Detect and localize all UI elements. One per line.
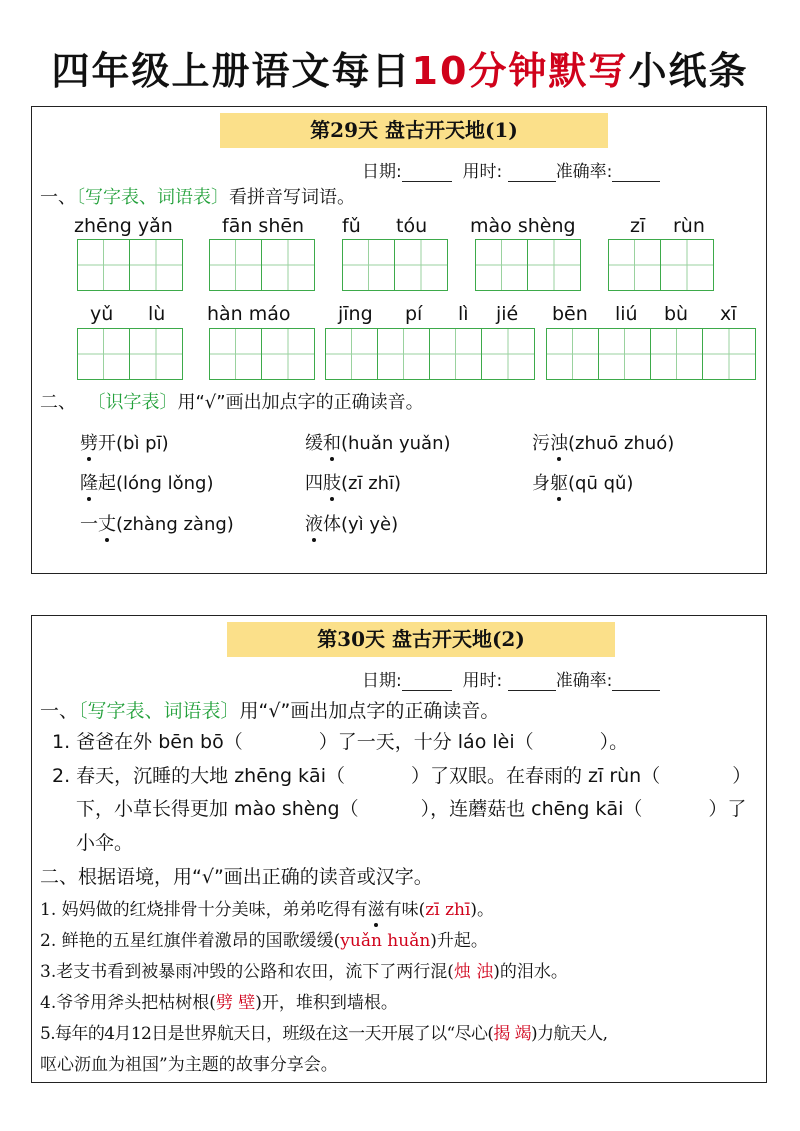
pronunciation-item[interactable]: 四肢(zī zhī) [305, 473, 402, 494]
pinyin-label: jié [496, 303, 519, 325]
writing-grid[interactable] [209, 328, 315, 380]
section-instruction: 用“√”画出加点字的正确读音。 [239, 700, 500, 722]
pinyin-label: rùn [673, 215, 705, 237]
section-1-heading [40, 696, 499, 723]
pinyin-label: lù [148, 303, 166, 325]
section-1-heading [40, 183, 355, 209]
time-blank[interactable] [508, 672, 556, 691]
section-2-heading [40, 388, 424, 414]
pronunciation-item[interactable]: 身躯(qū qǔ) [532, 473, 634, 494]
card-banner: 第29天 盘古开天地(1) [220, 113, 608, 148]
section-number: 一、 [40, 187, 76, 208]
answer-options[interactable]: 劈 壁 [215, 993, 256, 1013]
meta-row [362, 666, 660, 691]
pinyin-label: zhēng yǎn [74, 215, 173, 237]
section-number: 二、 [40, 392, 76, 413]
writing-grid[interactable] [209, 239, 315, 291]
section-tag: 〔写字表、词语表〕 [76, 187, 229, 208]
question-2-line-2: 下，小草长得更加 mào shèng（ ），连蘑菇也 chēng kāi（ ）了 [76, 798, 747, 820]
writing-grid[interactable] [77, 328, 183, 380]
card-banner: 第30天 盘古开天地(2) [227, 622, 615, 657]
writing-grid[interactable] [77, 239, 183, 291]
page-title [0, 40, 800, 95]
accuracy-label: 准确率: [555, 162, 613, 182]
section-tag: 〔识字表〕 [87, 392, 178, 413]
writing-grid[interactable] [546, 328, 756, 380]
date-blank[interactable] [402, 163, 452, 182]
pinyin-label: bēn [552, 303, 588, 325]
date-blank[interactable] [402, 672, 452, 691]
sentence-2: 2. 鲜艳的五星红旗伴着激昂的国歌缓缓(yuǎn huǎn)升起。 [40, 931, 488, 951]
sentence-3: 3.老支书看到被暴雨冲毁的公路和农田，流下了两行混(烛 浊)的泪水。 [40, 962, 568, 982]
pinyin-label: hàn máo [207, 303, 291, 325]
sentence-5-cont: 呕心沥血为祖国”为主题的故事分享会。 [40, 1055, 338, 1075]
question-2-line-1: 2. 春天，沉睡的大地 zhēng kāi（ ）了双眼。在春雨的 zī rùn（ ） [52, 765, 752, 787]
writing-grid[interactable] [475, 239, 581, 291]
writing-grid[interactable] [342, 239, 448, 291]
writing-grid[interactable] [608, 239, 714, 291]
time-blank[interactable] [508, 163, 556, 182]
pinyin-label: yǔ [90, 303, 114, 325]
section-2-heading: 二、根据语境，用“√”画出正确的读音或汉字。 [40, 866, 433, 888]
time-label: 用时: [462, 671, 503, 691]
pinyin-label: liú [615, 303, 638, 325]
time-label: 用时: [462, 162, 503, 182]
worksheet-card-day29 [31, 106, 767, 574]
title-part-3: 小纸条 [628, 49, 749, 93]
pinyin-label: fǔ [342, 215, 361, 237]
title-part-2: 10分钟默写 [411, 49, 629, 93]
pinyin-label: jīng [338, 303, 373, 325]
section-instruction: 用“√”画出加点字的正确读音。 [177, 392, 424, 413]
sentence-1: 1. 妈妈做的红烧排骨十分美味，弟弟吃得有滋有味(zī zhī)。 [40, 900, 495, 920]
meta-row [362, 157, 660, 182]
pronunciation-item[interactable]: 一丈(zhàng zàng) [80, 514, 234, 535]
sentence-5: 5.每年的4月12日是世界航天日，班级在这一天开展了以“尽心(揭 竭)力航天人, [40, 1024, 608, 1044]
answer-options[interactable]: 揭 竭 [493, 1024, 531, 1044]
pronunciation-item[interactable]: 隆起(lóng lǒng) [80, 473, 214, 494]
pinyin-label: zī [630, 215, 646, 237]
question-1: 1. 爸爸在外 bēn bō（ ）了一天，十分 láo lèi（ ）。 [52, 731, 629, 753]
question-2-line-3: 小伞。 [76, 832, 134, 854]
date-label: 日期: [362, 671, 402, 691]
pinyin-label: fān shēn [222, 215, 305, 237]
section-tag: 〔写字表、词语表〕 [78, 700, 240, 722]
pronunciation-item[interactable]: 液体(yì yè) [305, 514, 399, 535]
section-instruction: 看拼音写词语。 [229, 187, 355, 208]
pinyin-label: pí [405, 303, 423, 325]
pinyin-label: mào shèng [470, 215, 576, 237]
answer-options[interactable]: yuǎn huǎn [340, 931, 431, 951]
date-label: 日期: [362, 162, 402, 182]
accuracy-blank[interactable] [612, 672, 660, 691]
pinyin-label: tóu [396, 215, 428, 237]
pronunciation-item[interactable]: 缓和(huǎn yuǎn) [305, 433, 451, 454]
answer-options[interactable]: 烛 浊 [453, 962, 494, 982]
title-part-1: 四年级上册语文每日 [51, 49, 412, 93]
pinyin-label: xī [720, 303, 737, 325]
pronunciation-item[interactable]: 劈开(bì pī) [80, 433, 169, 454]
worksheet-card-day30 [31, 615, 767, 1083]
answer-options[interactable]: zī zhī [425, 900, 471, 920]
accuracy-blank[interactable] [612, 163, 660, 182]
pronunciation-item[interactable]: 污浊(zhuō zhuó) [532, 433, 675, 454]
pinyin-label: bù [664, 303, 689, 325]
section-number: 一、 [40, 700, 79, 722]
writing-grid[interactable] [325, 328, 535, 380]
accuracy-label: 准确率: [555, 671, 613, 691]
sentence-4: 4.爷爷用斧头把枯树根(劈 壁)开，堆积到墙根。 [40, 993, 398, 1013]
pinyin-label: lì [458, 303, 469, 325]
